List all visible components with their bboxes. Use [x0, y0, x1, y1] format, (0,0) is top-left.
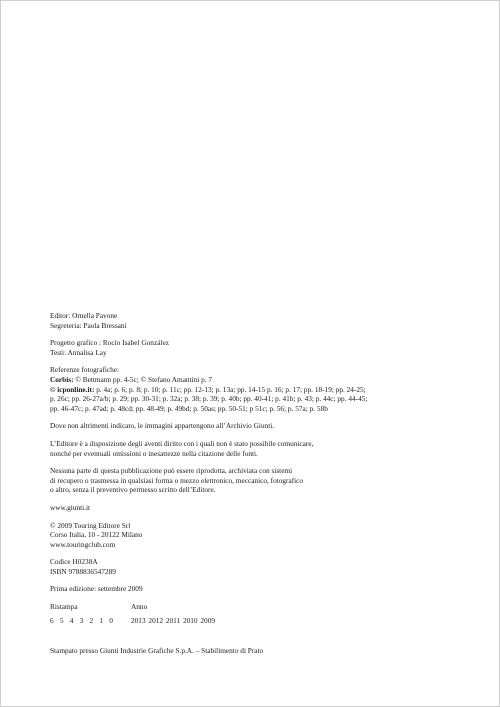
editor-note-line: L’Editore è a disposizione degli aventi diritto con i quali non è stato possibile comunicare, — [50, 438, 314, 448]
publisher-info — [50, 521, 470, 550]
reprint-table — [50, 602, 470, 632]
archive-note — [50, 421, 470, 431]
editor-note-line: nonché per eventuali omissioni o inesattezze nella citazione delle fonti. — [50, 448, 258, 458]
rights-line: Nessuna parte di questa pubblicazione può essere riprodotta, archiviata con sistemi — [50, 466, 293, 476]
product-codes — [50, 557, 470, 576]
copyright-line: © 2009 Touring Editore Srl — [50, 520, 131, 530]
corbis-line — [50, 375, 470, 385]
anno-label: Anno — [131, 602, 148, 612]
address-line: Corso Italia, 10 - 20122 Milano — [50, 530, 143, 540]
archive-note-text: Dove non altrimenti indicato, le immagini appartengono all’Archivio Giunti. — [50, 421, 275, 431]
progetto-line: Progetto grafico : Rocío Isabel González — [50, 338, 169, 348]
reprint-numbers: 6 5 4 3 2 1 0 — [50, 616, 116, 626]
ristampa-label: Ristampa — [50, 602, 78, 612]
testi-line: Testi: Annalisa Lay — [50, 347, 107, 357]
edition — [50, 584, 470, 594]
segreteria-line: Segreteria: Paola Bressani — [50, 320, 127, 330]
colophon-text — [50, 311, 470, 640]
icp-line-3: pp. 46-47c; p. 47ad; p. 48cd; pp. 48-49; p. 49bd; p. 50as; pp. 50-51; p 51c; p. 56; p. 57a; p. 58b — [50, 403, 328, 413]
rights-line: o altro, senza il preventivo permesso scritto dell’Editore. — [50, 485, 216, 495]
photo-heading: Referenze fotografiche: — [50, 365, 120, 375]
editorial-staff — [50, 311, 470, 330]
photo-credits — [50, 365, 470, 413]
printer-line: Stampato presso Giunti Industrie Grafiche S.p.A. – Stabilimento di Prato — [50, 646, 264, 655]
icp-label: © icponline.it: — [50, 384, 95, 394]
icp-line-1 — [50, 385, 470, 395]
design-credits — [50, 338, 470, 357]
icp-line-2: p. 26c; pp. 26-27a/b; p. 29; pp. 30-31; p. 32a; p. 38; p. 39; p. 40b; pp. 40-41; p. 41b; p. 43; p. 44c; pp. 44-45; — [50, 394, 368, 404]
corbis-text: © Bettmann pp. 4-5c; © Stefano Amantini p. 7 — [73, 374, 213, 384]
rights-line: di recupero o trasmessa in qualsiasi forma o mezzo elettronico, meccanico, fotografico — [50, 475, 304, 485]
codice-line: Codice H0238A — [50, 557, 98, 567]
publisher-site: www.touringclub.com — [50, 539, 116, 549]
editor-note — [50, 439, 470, 458]
rights-notice — [50, 466, 470, 495]
edition-text: Prima edizione: settembre 2009 — [50, 584, 143, 594]
editor-line: Editor: Ornella Pavone — [50, 311, 118, 320]
reprint-years: 2013 2012 2011 2010 2009 — [131, 616, 215, 626]
website-text: www.giunti.it — [50, 502, 91, 512]
icp-text-1: p. 4a; p. 6; p. 8; p. 10; p. 11c; pp. 12-13; p. 13a; pp. 14-15 p. 16; p. 17; pp. 18-19; pp. 24-25; — [94, 384, 366, 394]
website — [50, 503, 470, 513]
corbis-label: Corbis: — [50, 374, 74, 384]
isbn-line: ISBN 9788836547289 — [50, 566, 116, 576]
